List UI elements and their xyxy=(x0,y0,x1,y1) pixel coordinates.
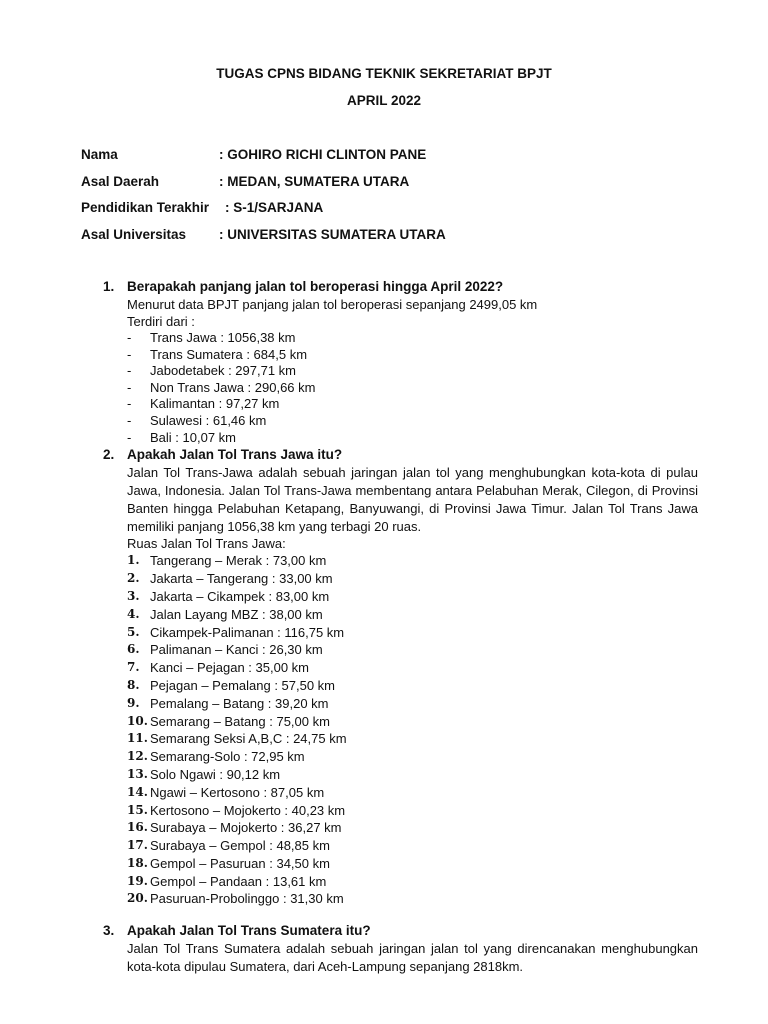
list-item xyxy=(0,873,768,891)
item-number: 20. xyxy=(127,891,148,906)
info-value-nama: : GOHIRO RICHI CLINTON PANE xyxy=(219,147,427,162)
info-value-asal-daerah: : MEDAN, SUMATERA UTARA xyxy=(219,174,410,189)
list-item-text: Semarang Seksi A,B,C : 24,75 km xyxy=(150,731,347,747)
list-item-text: Sulawesi : 61,46 km xyxy=(150,412,267,428)
item-number: 13. xyxy=(127,766,148,781)
info-value-pendidikan: : S-1/SARJANA xyxy=(225,200,324,215)
item-number: 4. xyxy=(127,606,140,621)
info-value-universitas: : UNIVERSITAS SUMATERA UTARA xyxy=(219,227,446,242)
list-item xyxy=(0,552,768,570)
question-number: 2. xyxy=(103,447,115,463)
document-date: APRIL 2022 xyxy=(346,93,422,108)
list-item xyxy=(0,347,768,364)
list-item xyxy=(0,713,768,731)
question-text: Apakah Jalan Tol Trans Sumatera itu? xyxy=(127,923,371,939)
list-item-text: Pasuruan-Probolinggo : 31,30 km xyxy=(150,891,344,907)
question-1 xyxy=(0,278,768,446)
question-2 xyxy=(0,446,768,908)
list-item-text: Kertosono – Mojokerto : 40,23 km xyxy=(150,802,346,818)
answer-text: Menurut data BPJT panjang jalan tol beroperasi sepanjang 2499,05 km xyxy=(127,297,538,312)
list-item-text: Jabodetabek : 297,71 km xyxy=(150,363,296,379)
item-number: 18. xyxy=(127,855,148,870)
list-item-text: Pejagan – Pemalang : 57,50 km xyxy=(150,677,336,693)
list-item xyxy=(0,695,768,713)
list-item xyxy=(0,363,768,380)
list-item-text: Pemalang – Batang : 39,20 km xyxy=(150,695,329,711)
question-3-heading xyxy=(0,922,768,940)
bullet-dash: - xyxy=(127,363,132,379)
question-text: Berapakah panjang jalan tol beroperasi hingga April 2022? xyxy=(127,279,504,294)
list-intro: Terdiri dari : xyxy=(127,314,195,329)
list-item xyxy=(0,748,768,766)
list-item xyxy=(0,396,768,413)
document-title: TUGAS CPNS BIDANG TEKNIK SEKRETARIAT BPJT xyxy=(216,66,552,81)
item-number: 14. xyxy=(127,784,148,799)
list-item-text: Tangerang – Merak : 73,00 km xyxy=(150,553,327,569)
info-label-universitas: Asal Universitas xyxy=(81,227,187,242)
list-item xyxy=(0,784,768,802)
item-number: 1. xyxy=(127,553,140,568)
question-text: Apakah Jalan Tol Trans Jawa itu? xyxy=(127,447,343,463)
info-label-pendidikan: Pendidikan Terakhir xyxy=(81,200,210,215)
question-number: 1. xyxy=(103,279,115,294)
list-item-text: Gempol – Pandaan : 13,61 km xyxy=(150,873,327,889)
item-number: 15. xyxy=(127,802,148,817)
list-item xyxy=(0,380,768,397)
item-number: 16. xyxy=(127,820,148,835)
info-label-nama: Nama xyxy=(81,147,118,162)
list-item xyxy=(0,659,768,677)
item-number: 11. xyxy=(127,731,148,746)
list-item-text: Trans Jawa : 1056,38 km xyxy=(150,330,296,345)
question-2-heading xyxy=(0,446,768,464)
list-item xyxy=(0,413,768,430)
list-item xyxy=(0,641,768,659)
item-number: 6. xyxy=(127,642,140,657)
item-number: 17. xyxy=(127,838,148,853)
question-1-heading xyxy=(0,278,768,296)
bullet-dash: - xyxy=(127,330,132,345)
list-item xyxy=(0,802,768,820)
item-number: 9. xyxy=(127,695,140,710)
bullet-dash: - xyxy=(127,412,132,428)
list-item xyxy=(0,606,768,624)
answer-text: Jalan Tol Trans-Jawa adalah sebuah jaringan jalan tol yang menghubungkan kota-kota di pulau Jawa, Indonesia. Jalan Tol Trans-Jawa membentang antara Pelabuhan Merak, Cilegon, di Provinsi Banten hingga Pelabuhan Ketapang, Banyuwangi, di Provinsi Jawa Timur. Jalan Tol Trans Jawa memiliki panjang 1056,38 km yang terbagi 20 ruas. xyxy=(127,465,698,534)
bullet-dash: - xyxy=(127,396,132,412)
bullet-dash: - xyxy=(127,429,132,445)
item-number: 19. xyxy=(127,873,148,888)
list-item xyxy=(0,677,768,695)
list-item xyxy=(0,855,768,873)
item-number: 12. xyxy=(127,749,148,764)
list-item-text: Solo Ngawi : 90,12 km xyxy=(150,766,281,782)
list-item xyxy=(0,588,768,606)
item-number: 2. xyxy=(127,571,140,586)
list-item-text: Ngawi – Kertosono : 87,05 km xyxy=(150,784,325,800)
list-item-text: Non Trans Jawa : 290,66 km xyxy=(150,379,316,395)
answer-text: Jalan Tol Trans Sumatera adalah sebuah jaringan jalan tol yang direncanakan menghubungkan kota-kota dipulau Sumatera, dari Aceh-Lampung sepanjang 2818km. xyxy=(127,941,698,975)
list-intro: Ruas Jalan Tol Trans Jawa: xyxy=(127,536,286,552)
item-number: 8. xyxy=(127,677,140,692)
list-item xyxy=(0,837,768,855)
list-item-text: Cikampek-Palimanan : 116,75 km xyxy=(150,624,345,640)
list-item xyxy=(0,570,768,588)
bullet-dash: - xyxy=(127,346,132,362)
list-item-text: Jalan Layang MBZ : 38,00 km xyxy=(150,606,323,622)
list-item-text: Bali : 10,07 km xyxy=(150,429,236,445)
item-number: 5. xyxy=(127,624,140,639)
list-item-text: Kanci – Pejagan : 35,00 km xyxy=(150,660,309,676)
list-item-text: Kalimantan : 97,27 km xyxy=(150,396,280,412)
list-item xyxy=(0,766,768,784)
list-item-text: Semarang-Solo : 72,95 km xyxy=(150,749,305,765)
list-item-text: Surabaya – Gempol : 48,85 km xyxy=(150,838,330,854)
list-item-text: Palimanan – Kanci : 26,30 km xyxy=(150,642,323,658)
list-item-text: Surabaya – Mojokerto : 36,27 km xyxy=(150,820,342,836)
list-item-text: Jakarta – Cikampek : 83,00 km xyxy=(150,588,330,604)
list-item xyxy=(0,819,768,837)
list-item xyxy=(0,730,768,748)
section-spacer xyxy=(0,908,768,922)
list-item-text: Semarang – Batang : 75,00 km xyxy=(150,713,330,729)
list-item-text: Trans Sumatera : 684,5 km xyxy=(150,346,308,362)
list-item-text: Gempol – Pasuruan : 34,50 km xyxy=(150,855,330,871)
question-list xyxy=(0,278,768,976)
question-3 xyxy=(0,922,768,976)
item-number: 7. xyxy=(127,660,140,675)
list-item-text: Jakarta – Tangerang : 33,00 km xyxy=(150,571,333,587)
road-length-list xyxy=(0,330,768,446)
question-number: 3. xyxy=(103,923,115,939)
list-item xyxy=(0,624,768,642)
item-number: 3. xyxy=(127,588,140,603)
list-item xyxy=(0,330,768,347)
list-item xyxy=(0,890,768,908)
toll-segment-list xyxy=(0,552,768,908)
list-item xyxy=(0,430,768,447)
item-number: 10. xyxy=(127,713,148,728)
info-label-asal-daerah: Asal Daerah xyxy=(81,174,160,189)
bullet-dash: - xyxy=(127,379,132,395)
